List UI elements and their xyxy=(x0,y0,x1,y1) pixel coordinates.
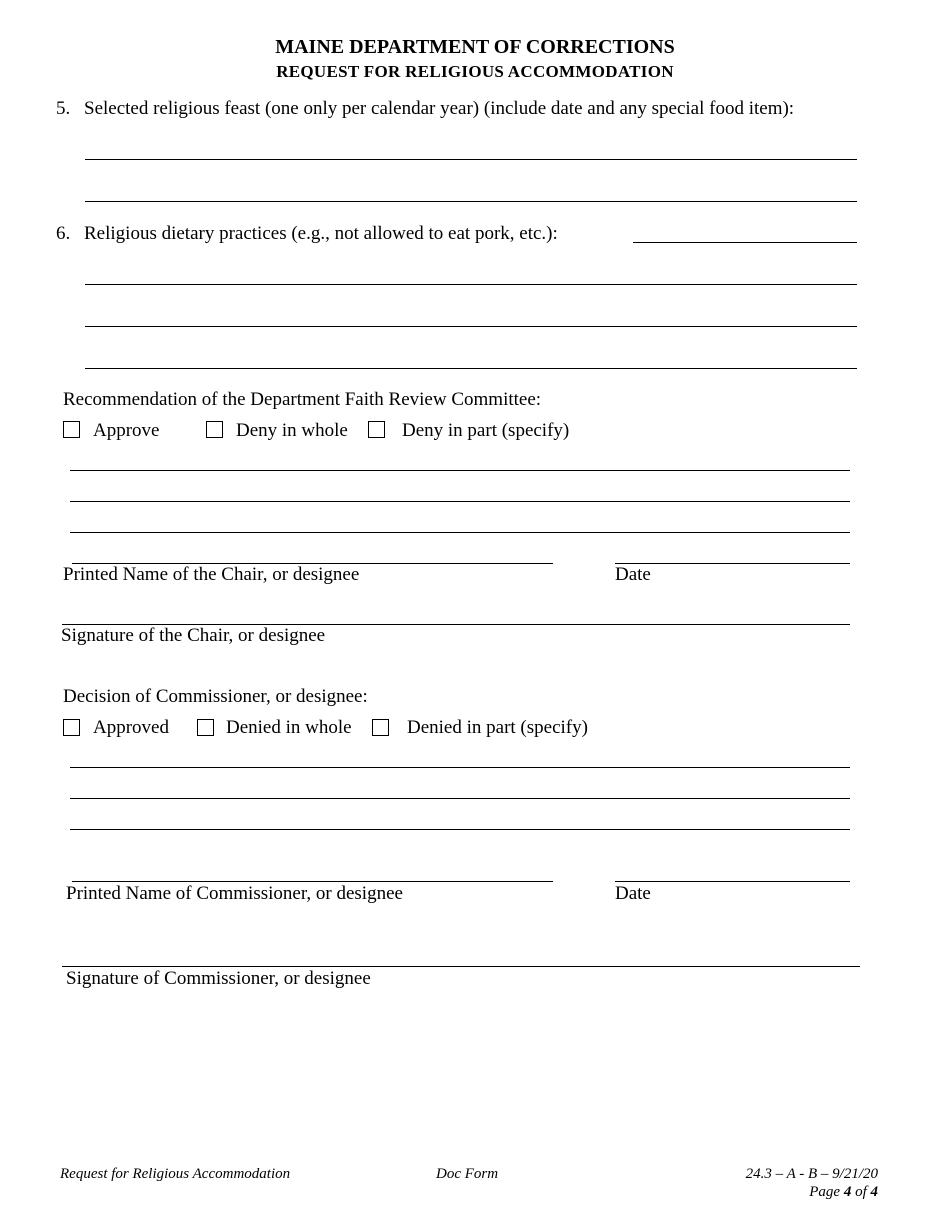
commissioner-denied-part-label: Denied in part (specify) xyxy=(407,717,588,738)
committee-specify-line-2[interactable] xyxy=(70,501,850,502)
commissioner-date-line[interactable] xyxy=(615,881,850,882)
page-total: 4 xyxy=(870,1184,878,1200)
footer-doc-form: Doc Form xyxy=(436,1166,499,1182)
commissioner-heading: Decision of Commissioner, or designee: xyxy=(63,686,368,707)
committee-specify-line-1[interactable] xyxy=(70,470,850,471)
commissioner-printed-name-line[interactable] xyxy=(72,881,553,882)
committee-printed-name-label: Printed Name of the Chair, or designee xyxy=(63,564,360,585)
committee-heading: Recommendation of the Department Faith Review Committee: xyxy=(63,389,542,410)
commissioner-signature-label: Signature of Commissioner, or designee xyxy=(66,968,371,989)
committee-deny-whole-checkbox[interactable] xyxy=(206,421,223,438)
committee-specify-line-3[interactable] xyxy=(70,532,850,533)
commissioner-approved-checkbox[interactable] xyxy=(63,719,80,736)
question-5-answer-line-1[interactable] xyxy=(85,159,857,160)
footer-form-code: 24.3 – A - B – 9/21/20 xyxy=(745,1166,878,1182)
committee-date-label: Date xyxy=(615,564,651,585)
commissioner-denied-whole-label: Denied in whole xyxy=(226,717,352,738)
committee-deny-part-label: Deny in part (specify) xyxy=(402,420,570,441)
page-of: of xyxy=(851,1184,871,1200)
committee-deny-part-checkbox[interactable] xyxy=(368,421,385,438)
committee-signature-label: Signature of the Chair, or designee xyxy=(61,625,326,646)
question-6-answer-line-2[interactable] xyxy=(85,326,857,327)
commissioner-signature-line[interactable] xyxy=(62,966,860,967)
question-5-number: 5. xyxy=(56,98,71,119)
page-prefix: Page xyxy=(809,1184,844,1200)
commissioner-approved-label: Approved xyxy=(93,717,169,738)
commissioner-printed-name-label: Printed Name of Commissioner, or designee xyxy=(66,883,403,904)
question-5-text: Selected religious feast (one only per calendar year) (include date and any special food item): xyxy=(84,98,795,119)
committee-approve-label: Approve xyxy=(93,420,160,441)
commissioner-specify-line-2[interactable] xyxy=(70,798,850,799)
committee-approve-checkbox[interactable] xyxy=(63,421,80,438)
commissioner-specify-line-1[interactable] xyxy=(70,767,850,768)
commissioner-specify-line-3[interactable] xyxy=(70,829,850,830)
question-6-answer-line-1[interactable] xyxy=(85,284,857,285)
question-6-inline-answer-line[interactable] xyxy=(633,242,857,243)
question-6-text: Religious dietary practices (e.g., not allowed to eat pork, etc.): xyxy=(84,223,558,244)
question-6-answer-line-3[interactable] xyxy=(85,368,857,369)
question-5-answer-line-2[interactable] xyxy=(85,201,857,202)
footer-page-number xyxy=(809,1184,878,1201)
commissioner-denied-part-checkbox[interactable] xyxy=(372,719,389,736)
page-current: 4 xyxy=(843,1184,852,1200)
footer-form-name: Request for Religious Accommodation xyxy=(60,1166,291,1182)
committee-deny-whole-label: Deny in whole xyxy=(236,420,348,441)
form-subtitle: REQUEST FOR RELIGIOUS ACCOMMODATION xyxy=(276,62,674,81)
form-title: MAINE DEPARTMENT OF CORRECTIONS xyxy=(275,36,675,58)
commissioner-denied-whole-checkbox[interactable] xyxy=(197,719,214,736)
commissioner-date-label: Date xyxy=(615,883,651,904)
question-6-number: 6. xyxy=(56,223,71,244)
